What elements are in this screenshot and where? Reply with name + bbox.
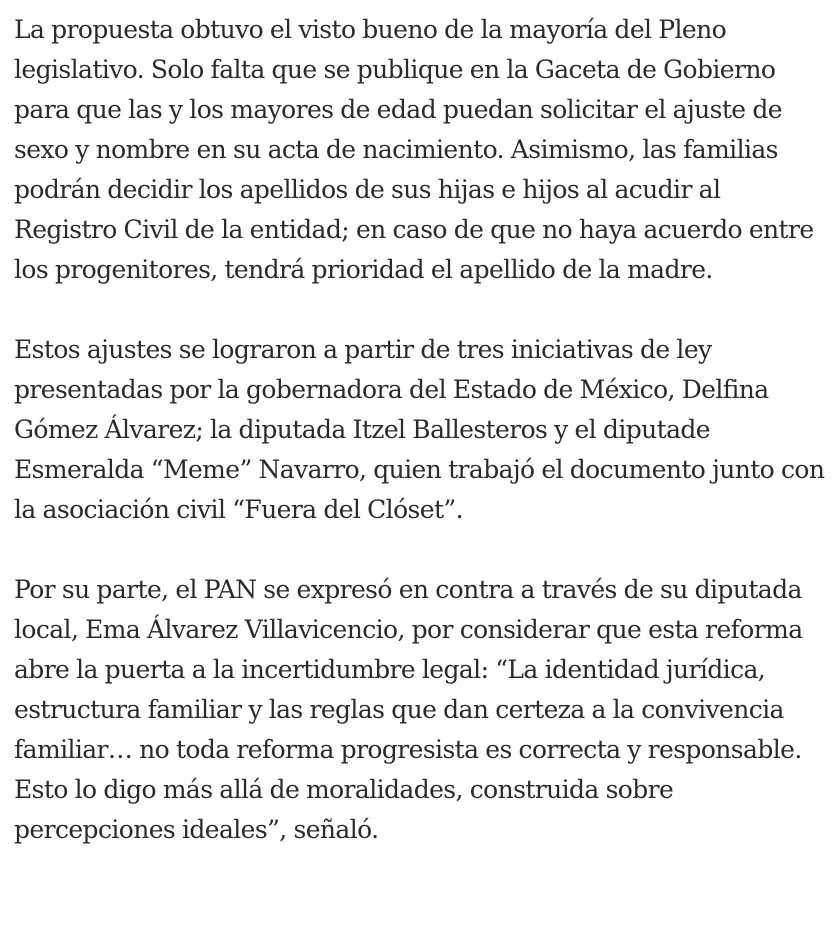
article-paragraph: Por su parte, el PAN se expresó en contra a través de su diputada local, Ema Álvarez Villavicencio, por considerar que esta reforma abre la puerta a la incertidumbre legal: “La identidad jurídica, estructura familiar y las reglas que dan certeza a la convivencia familiar… no toda reforma progresista es correcta y responsable. Esto lo digo más allá de moralidades, construida sobre percepciones ideales”, señaló. [14, 575, 803, 844]
article-paragraph: Estos ajustes se lograron a partir de tres iniciativas de ley presentadas por la gobernadora del Estado de México, Delfina Gómez Álvarez; la diputada Itzel Ballesteros y el diputade Esmeralda “Meme” Navarro, quien trabajó el documento junto con la asociación civil “Fuera del Clóset”. [14, 335, 825, 524]
article-paragraph: La propuesta obtuvo el visto bueno de la mayoría del Pleno legislativo. Solo falta que se publique en la Gaceta de Gobierno para que las y los mayores de edad puedan solicitar el ajuste de sexo y nombre en su acta de nacimiento. Asimismo, las familias podrán decidir los apellidos de sus hijas e hijos al acudir al Registro Civil de la entidad; en caso de que no haya acuerdo entre los progenitores, tendrá prioridad el apellido de la madre. [14, 15, 814, 284]
